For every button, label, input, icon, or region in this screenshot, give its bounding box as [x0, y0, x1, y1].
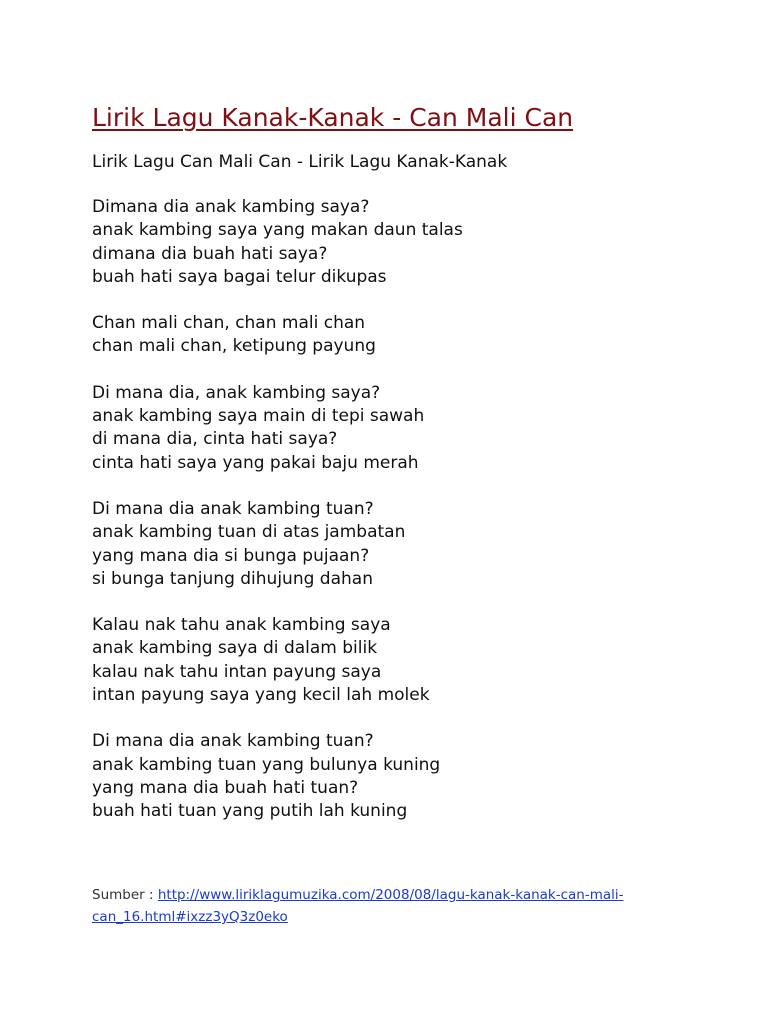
lyric-line: di mana dia, cinta hati saya?: [92, 429, 338, 450]
lyric-line: dimana dia buah hati saya?: [92, 243, 328, 264]
lyric-line: Dimana dia anak kambing saya?: [92, 197, 370, 217]
lyrics: [92, 196, 463, 847]
source-label: Sumber :: [92, 887, 158, 903]
stanza: [92, 498, 463, 591]
stanza: [92, 382, 463, 475]
stanza: [92, 730, 463, 823]
lyric-line: anak kambing tuan yang bulunya kuning: [92, 754, 441, 775]
document-subtitle: Lirik Lagu Can Mali Can - Lirik Lagu Kanak-Kanak: [92, 152, 508, 172]
lyric-line: Kalau nak tahu anak kambing saya: [92, 615, 391, 636]
source-link[interactable]: http://www.liriklagumuzika.com/2008/08/lagu-kanak-kanak-can-mali-can_16.html#ixzz3yQ3z0eko: [92, 887, 624, 925]
lyric-line: yang mana dia si bunga pujaan?: [92, 545, 370, 566]
lyric-line: Di mana dia anak kambing tuan?: [92, 498, 374, 519]
lyric-line: Chan mali chan, chan mali chan: [92, 313, 366, 334]
lyric-line: intan payung saya yang kecil lah molek: [92, 685, 430, 706]
lyric-line: anak kambing tuan di atas jambatan: [92, 522, 406, 543]
document-title: Lirik Lagu Kanak-Kanak - Can Mali Can: [92, 103, 574, 132]
lyric-line: cinta hati saya yang pakai baju merah: [92, 452, 419, 473]
lyric-line: anak kambing saya yang makan daun talas: [92, 220, 463, 241]
lyric-line: buah hati saya bagai telur dikupas: [92, 266, 387, 287]
source-citation: [92, 884, 692, 928]
lyric-line: Di mana dia anak kambing tuan?: [92, 731, 374, 752]
lyric-line: si bunga tanjung dihujung dahan: [92, 568, 373, 589]
lyric-line: Di mana dia, anak kambing saya?: [92, 382, 381, 403]
lyric-line: chan mali chan, ketipung payung: [92, 336, 376, 357]
stanza: [92, 196, 463, 289]
lyric-line: yang mana dia buah hati tuan?: [92, 777, 359, 798]
stanza: [92, 312, 463, 359]
lyric-line: buah hati tuan yang putih lah kuning: [92, 801, 408, 822]
lyric-line: kalau nak tahu intan payung saya: [92, 661, 382, 682]
lyric-line: anak kambing saya di dalam bilik: [92, 638, 378, 659]
stanza: [92, 614, 463, 707]
lyric-line: anak kambing saya main di tepi sawah: [92, 406, 425, 427]
